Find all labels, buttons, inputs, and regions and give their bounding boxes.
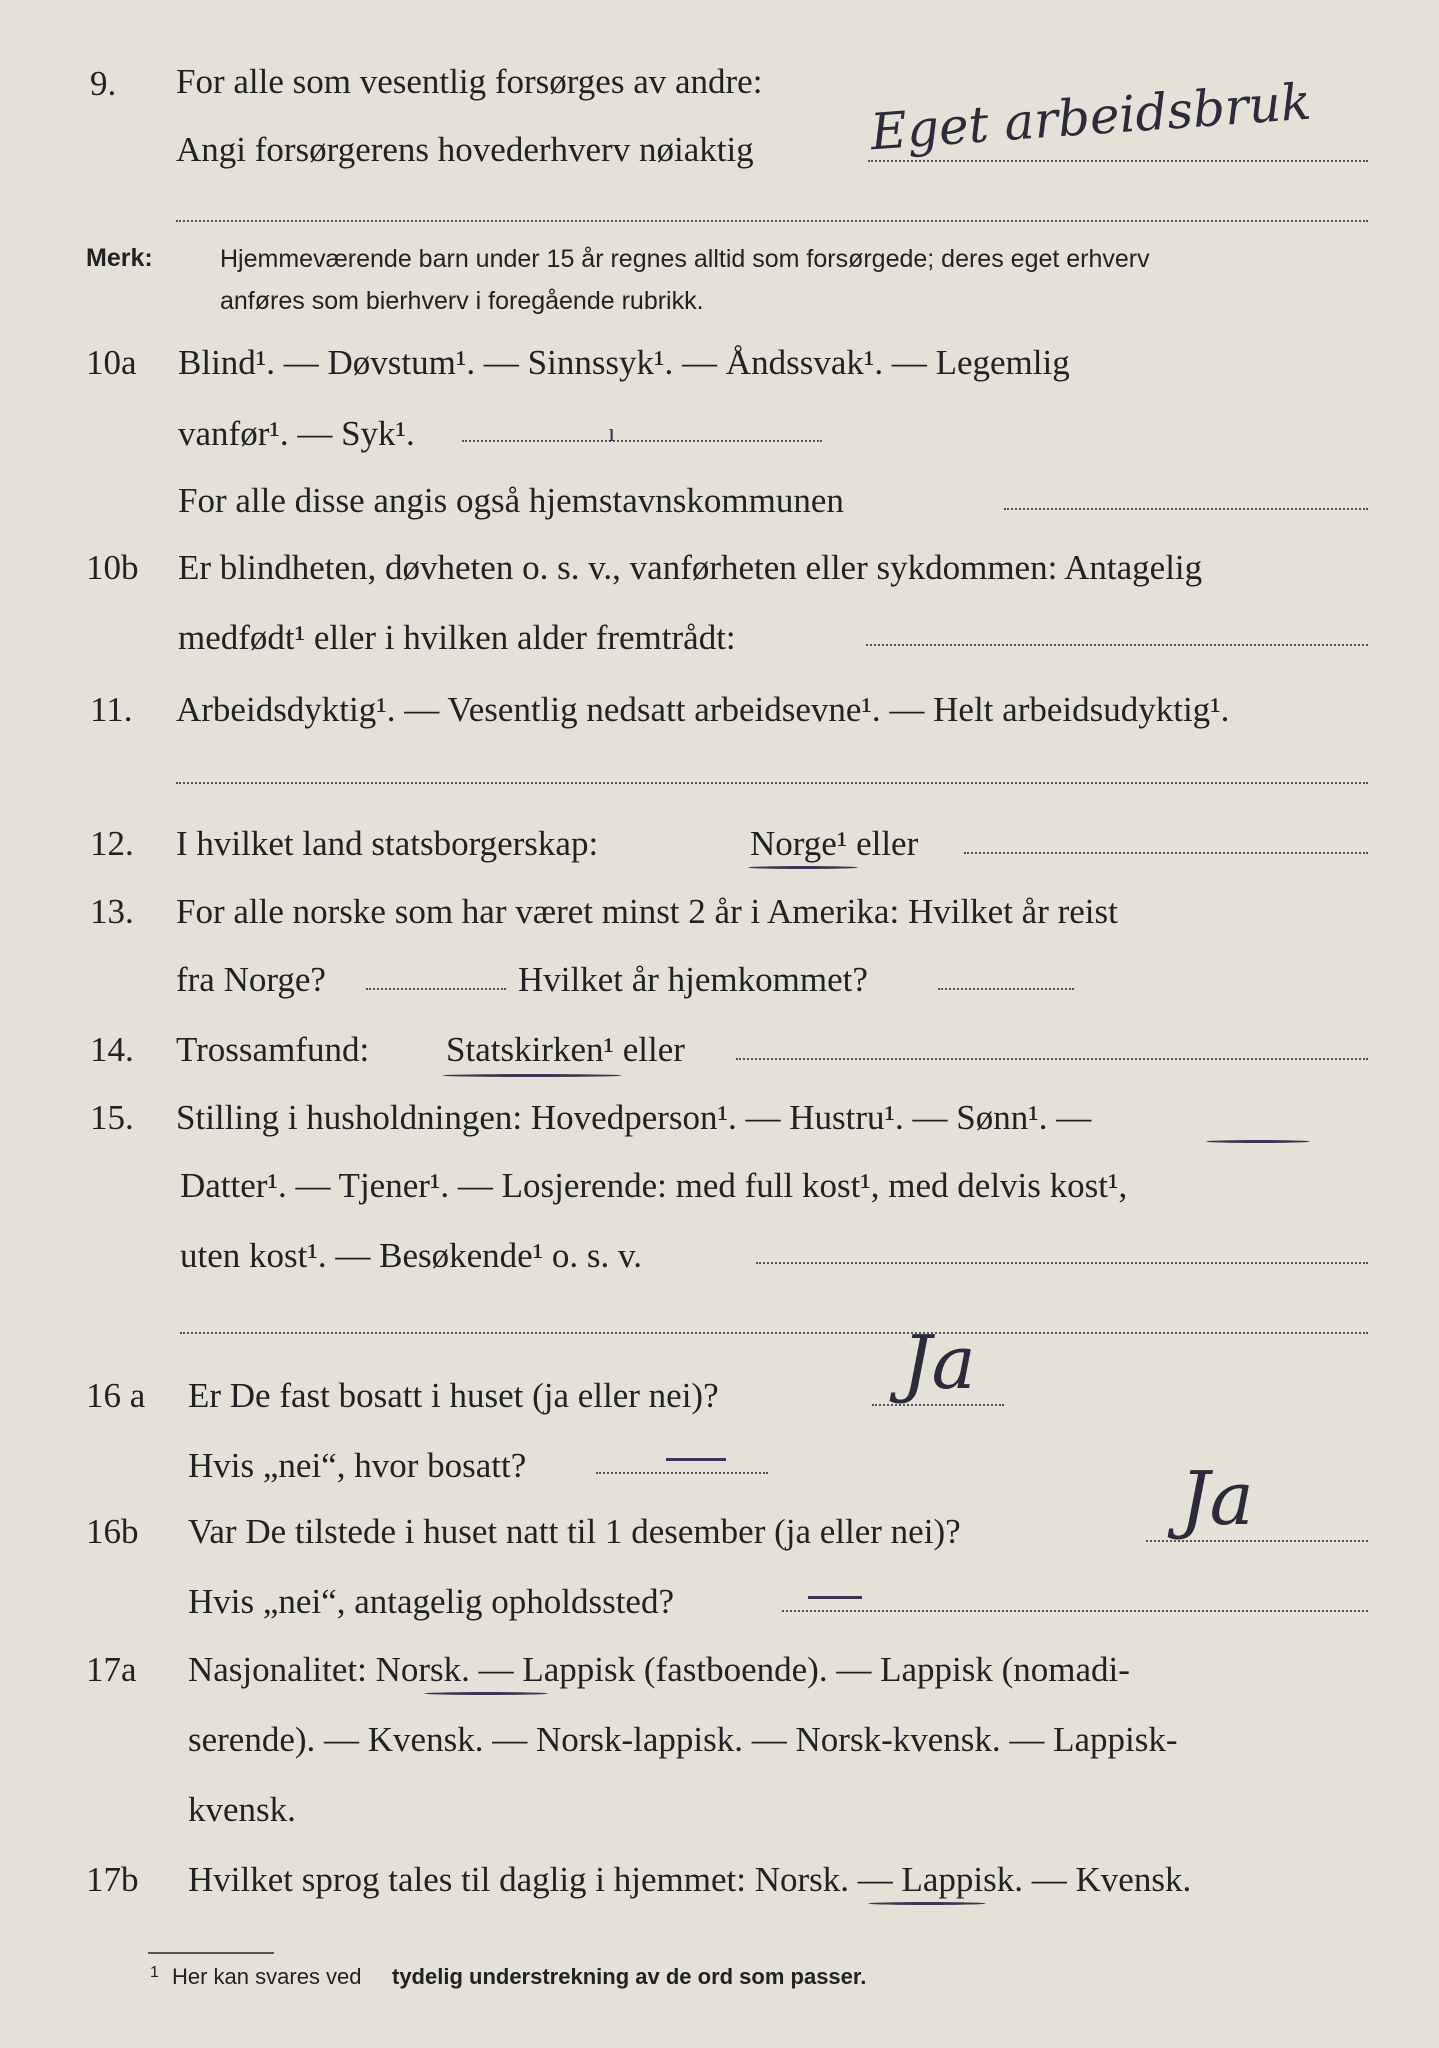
question-text: Hvilket sprog tales til daglig i hjemmet: Norsk. — Lappisk. — Kvensk.: [188, 1860, 1192, 1899]
dash-mark: ı: [608, 418, 616, 447]
question-text: Stilling i husholdningen: Hovedperson¹. — Hustru¹. — Sønn¹. —: [176, 1098, 1092, 1137]
handwritten-answer: Ja: [1180, 1456, 1254, 1542]
question-number: 16b: [86, 1512, 139, 1551]
handwritten-underline: [442, 1074, 622, 1077]
footnote-rule: [148, 1952, 274, 1954]
question-number: 10a: [86, 343, 137, 382]
question-number: 15.: [90, 1098, 134, 1137]
answer-line[interactable]: [782, 1610, 1368, 1612]
question-option-selected: Statskirken¹ eller: [446, 1030, 685, 1069]
question-number: 14.: [90, 1030, 134, 1069]
answer-line[interactable]: [964, 852, 1368, 854]
answer-line[interactable]: [756, 1262, 1368, 1264]
footnote-text: Her kan svares ved: [172, 1964, 362, 1989]
question-text: Nasjonalitet: Norsk. — Lappisk (fastboende). — Lappisk (nomadi-: [188, 1650, 1130, 1689]
note-text: anføres som bierhverv i foregående rubrikk.: [220, 287, 704, 315]
answer-line[interactable]: [938, 988, 1074, 990]
footnote-bold-text: [392, 1964, 866, 1990]
question-text: Arbeidsdyktig¹. — Vesentlig nedsatt arbeidsevne¹. — Helt arbeidsudyktig¹.: [176, 690, 1230, 729]
question-number: 11.: [90, 690, 133, 729]
question-text: Angi forsørgerens hovederhverv nøiaktig: [176, 130, 754, 169]
question-text: For alle som vesentlig forsørges av andre:: [176, 62, 763, 101]
question-text: kvensk.: [188, 1790, 296, 1829]
answer-line[interactable]: [1004, 508, 1368, 510]
question-text: I hvilket land statsborgerskap:: [176, 824, 599, 863]
answer-line[interactable]: [868, 160, 1368, 162]
handwritten-underline: [748, 866, 858, 869]
question-text: fra Norge?: [176, 960, 326, 999]
question-number: 9.: [90, 64, 117, 103]
answer-line[interactable]: [180, 1332, 1368, 1334]
question-text: For alle disse angis også hjemstavnskommunen: [178, 481, 844, 520]
question-text: Datter¹. — Tjener¹. — Losjerende: med full kost¹, med delvis kost¹,: [180, 1166, 1128, 1205]
handwritten-answer: Eget arbeidsbruk: [868, 72, 1313, 162]
question-option-selected: Norge¹ eller: [750, 824, 919, 863]
question-text: Er blindheten, døvheten o. s. v., vanførheten eller sykdommen: Antagelig: [178, 548, 1203, 587]
question-text: Blind¹. — Døvstum¹. — Sinnssyk¹. — Åndssvak¹. — Legemlig: [178, 343, 1070, 382]
question-text: Trossamfund:: [176, 1030, 370, 1069]
answer-line[interactable]: [176, 782, 1368, 784]
question-number: 13.: [90, 892, 134, 931]
question-text: vanfør¹. — Syk¹.: [178, 414, 415, 453]
question-number: 16 a: [86, 1376, 146, 1415]
question-text: medfødt¹ eller i hvilken alder fremtrådt:: [178, 618, 736, 657]
answer-line[interactable]: [366, 988, 506, 990]
question-text: Var De tilstede i huset natt til 1 desember (ja eller nei)?: [188, 1512, 961, 1551]
question-text: Hvis „nei“, antagelig opholdssted?: [188, 1582, 674, 1621]
question-text: Hvis „nei“, hvor bosatt?: [188, 1446, 527, 1485]
question-text: Hvilket år hjemkommet?: [518, 960, 868, 999]
question-number: 12.: [90, 824, 134, 863]
answer-line[interactable]: [596, 1472, 768, 1474]
answer-line[interactable]: [866, 644, 1368, 646]
question-text: For alle norske som har været minst 2 år i Amerika: Hvilket år reist: [176, 892, 1118, 931]
answer-line[interactable]: [736, 1058, 1368, 1060]
question-number: 17b: [86, 1860, 139, 1899]
dash-mark: [808, 1596, 862, 1599]
question-text: serende). — Kvensk. — Norsk-lappisk. — Norsk-kvensk. — Lappisk-: [188, 1720, 1178, 1759]
handwritten-underline: [1206, 1140, 1310, 1143]
answer-line[interactable]: [462, 440, 822, 442]
question-text: uten kost¹. — Besøkende¹ o. s. v.: [180, 1236, 643, 1275]
answer-line[interactable]: [176, 220, 1368, 222]
note-text: Hjemmeværende barn under 15 år regnes alltid som forsørgede; deres eget erhverv: [220, 245, 1150, 273]
footnote-marker: 1: [150, 1964, 159, 1981]
handwritten-answer: Ja: [902, 1320, 976, 1406]
handwritten-underline: [424, 1692, 548, 1695]
handwritten-underline: [868, 1902, 986, 1905]
question-number: 10b: [86, 548, 139, 587]
note-label: Merk:: [86, 244, 153, 272]
footnote-emphasis: tydelig understrekning av de ord som passer.: [392, 1964, 867, 1989]
dash-mark: [666, 1458, 726, 1461]
question-number: 17a: [86, 1650, 137, 1689]
question-text: Er De fast bosatt i huset (ja eller nei)?: [188, 1376, 719, 1415]
